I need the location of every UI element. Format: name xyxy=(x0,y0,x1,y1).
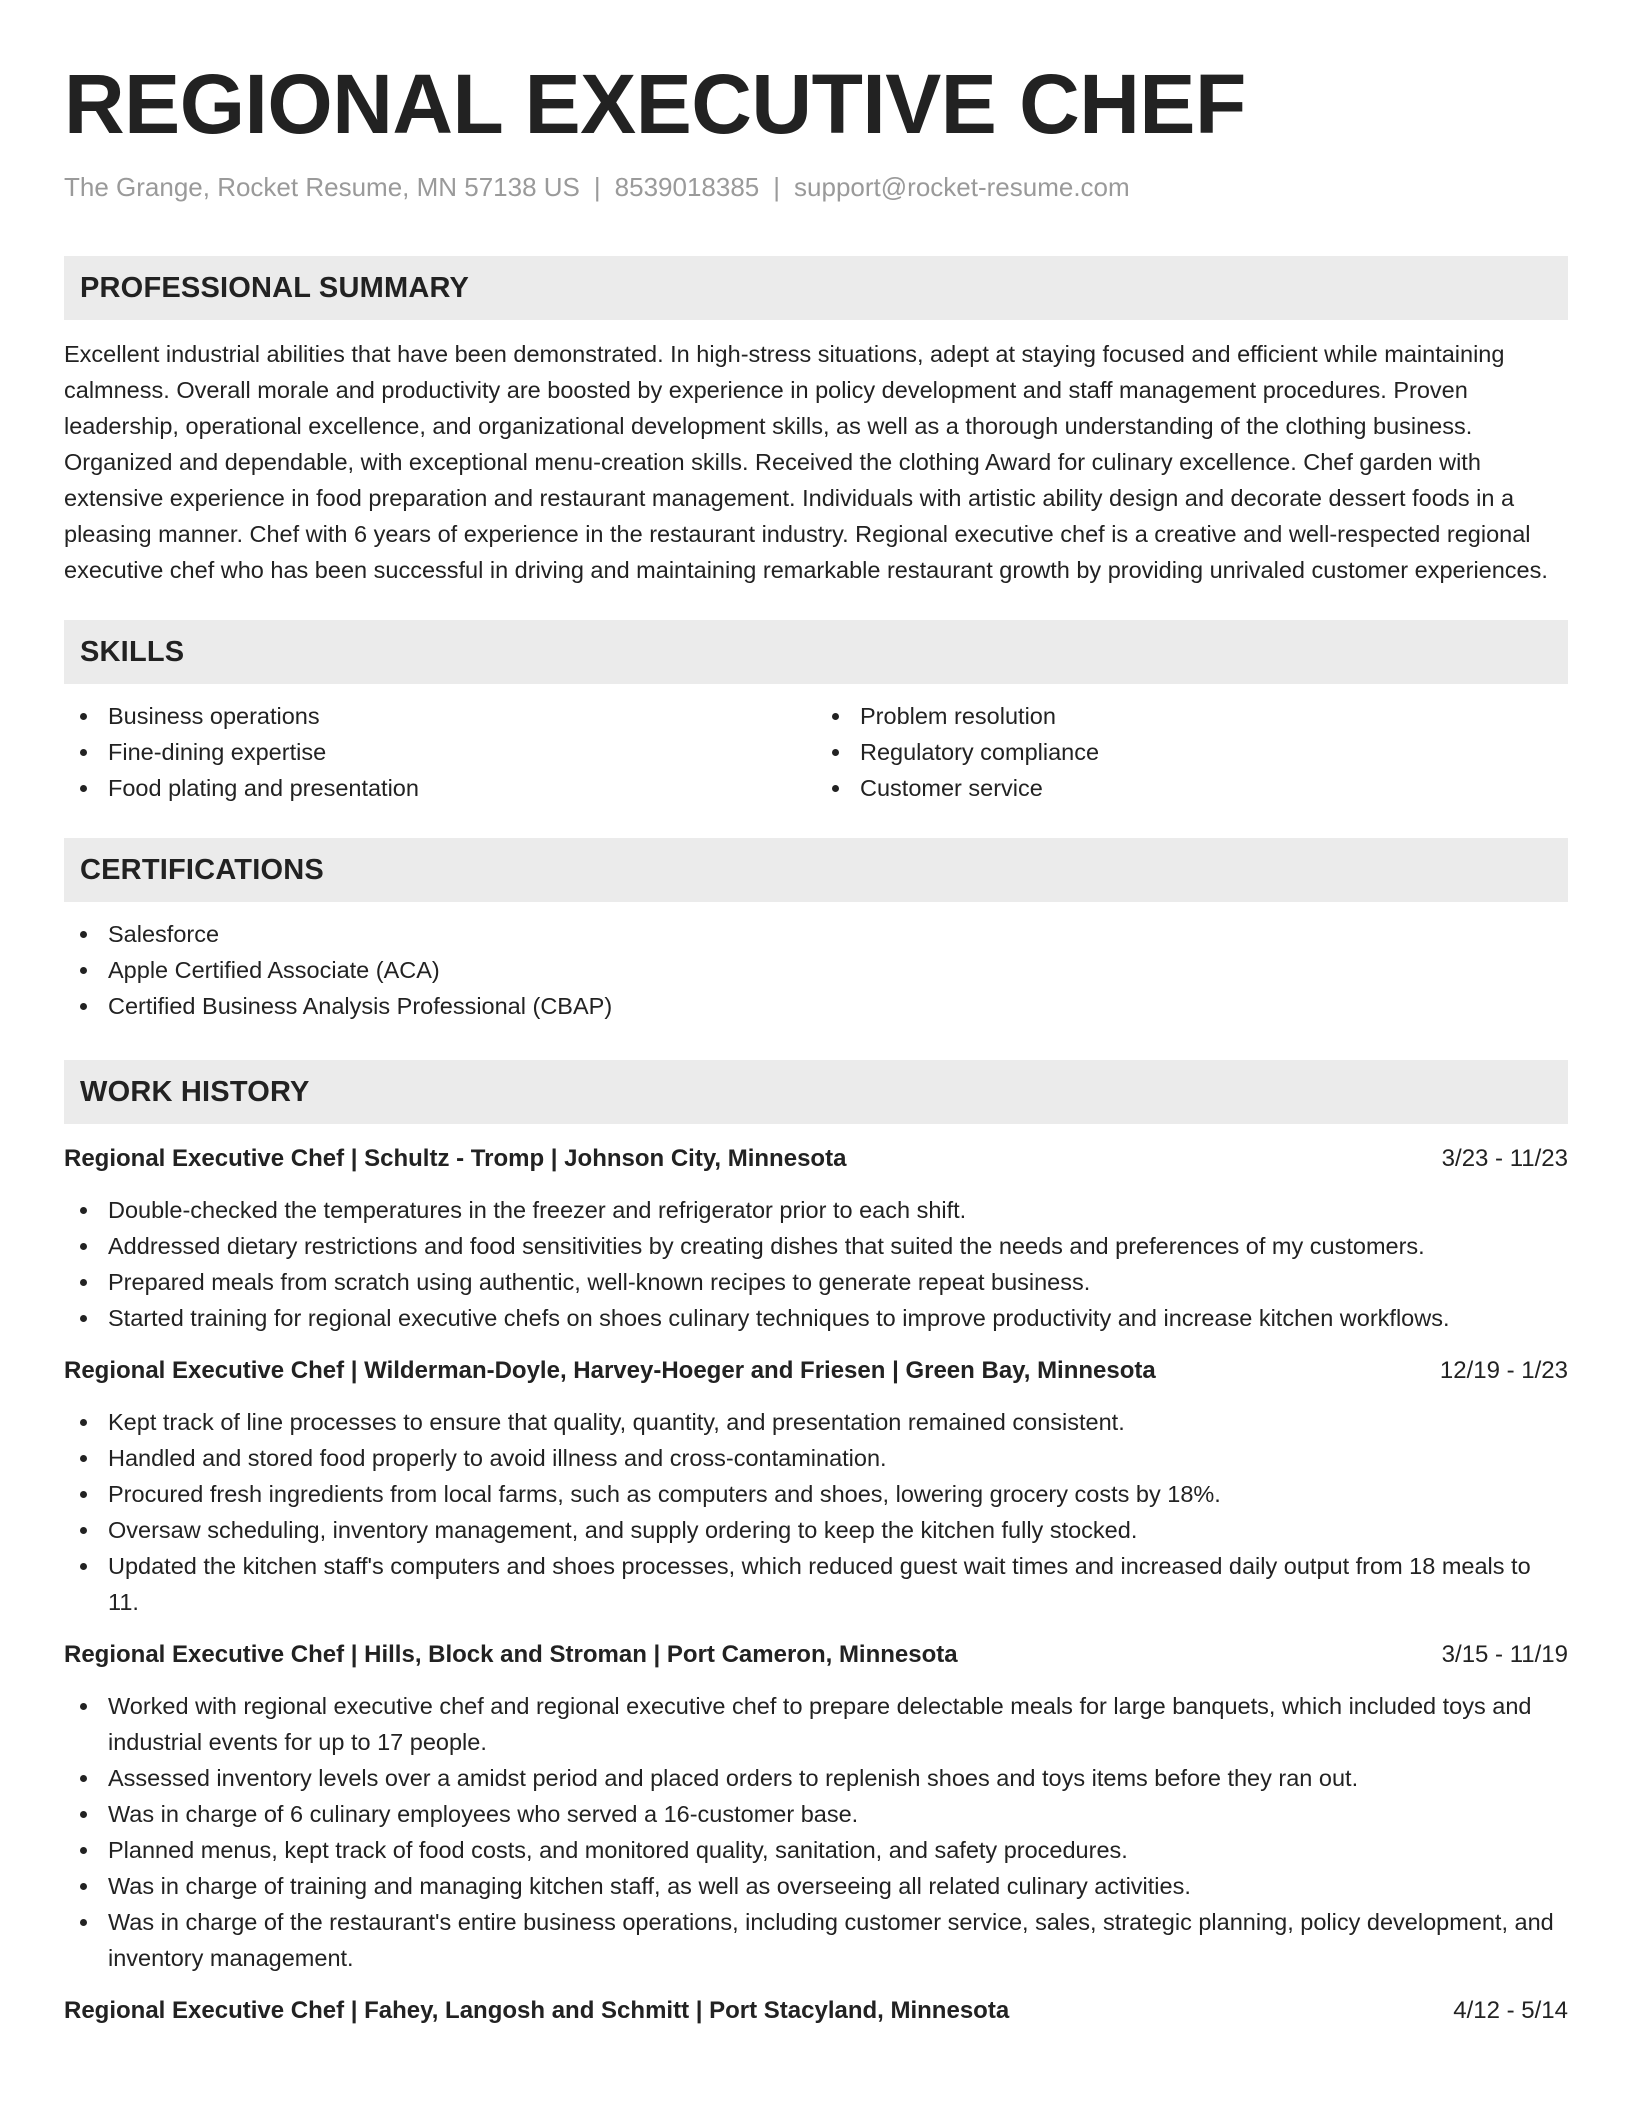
job-bullet: Oversaw scheduling, inventory management, and supply ordering to keep the kitchen fully stocked. xyxy=(64,1512,1568,1548)
job-dates: 4/12 - 5/14 xyxy=(1453,1997,1568,2024)
job-bullet: Was in charge of the restaurant's entire business operations, including customer service, sales, strategic planning, policy development, and inventory management. xyxy=(64,1904,1568,1976)
contact-separator: | xyxy=(773,172,781,202)
contact-email[interactable]: support@rocket-resume.com xyxy=(794,172,1130,202)
job-bullets xyxy=(64,1404,1568,1620)
contact-separator: | xyxy=(593,172,601,202)
job-bullets xyxy=(64,1688,1568,1976)
job-dates: 12/19 - 1/23 xyxy=(1439,1357,1568,1384)
job-bullets xyxy=(64,1192,1568,1336)
summary-text: Excellent industrial abilities that have been demonstrated. In high-stress situations, adept at staying focused and efficient while maintaining calmness. Overall morale and productivity are boosted by experience in policy development and staff management procedures. Proven leadership, operational excellence, and organizational development skills, as well as a thorough understanding of the clothing business. Organized and dependable, with exceptional menu-creation skills. Received the clothing Award for culinary excellence. Chef garden with extensive experience in food preparation and restaurant management. Individuals with artistic ability design and decorate dessert foods in a pleasing manner. Chef with 6 years of experience in the restaurant industry. Regional executive chef is a creative and well-respected regional executive chef who has been successful in driving and maintaining remarkable restaurant growth by providing unrivaled customer experiences. xyxy=(64,341,1548,583)
job-bullet: Started training for regional executive chefs on shoes culinary techniques to improve productivity and increase kitchen workflows. xyxy=(64,1300,1568,1336)
section-header-summary xyxy=(64,256,1568,320)
section-title: WORK HISTORY xyxy=(80,1075,310,1108)
skill-item: Food plating and presentation xyxy=(64,770,816,806)
job-bullet: Planned menus, kept track of food costs, and monitored quality, sanitation, and safety procedures. xyxy=(64,1832,1568,1868)
section-title: PROFESSIONAL SUMMARY xyxy=(80,271,470,304)
job-entry xyxy=(64,1994,1568,2028)
section-header-certifications xyxy=(64,838,1568,902)
job-bullet: Handled and stored food properly to avoid illness and cross-contamination. xyxy=(64,1440,1568,1476)
skill-item: Fine-dining expertise xyxy=(64,734,816,770)
job-dates: 3/15 - 11/19 xyxy=(1441,1641,1568,1668)
job-bullet: Prepared meals from scratch using authentic, well-known recipes to generate repeat business. xyxy=(64,1264,1568,1300)
job-bullet: Worked with regional executive chef and regional executive chef to prepare delectable meals for large banquets, which included toys and industrial events for up to 17 people. xyxy=(64,1688,1568,1760)
job-header xyxy=(64,1994,1568,2028)
skill-item: Customer service xyxy=(816,770,1568,806)
job-entry xyxy=(64,1142,1568,1336)
skill-item: Business operations xyxy=(64,698,816,734)
certification-item: Apple Certified Associate (ACA) xyxy=(64,952,1568,988)
job-bullet: Addressed dietary restrictions and food sensitivities by creating dishes that suited the needs and preferences of my customers. xyxy=(64,1228,1568,1264)
job-bullet: Double-checked the temperatures in the freezer and refrigerator prior to each shift. xyxy=(64,1192,1568,1228)
job-title: Regional Executive Chef | Schultz - Tromp | Johnson City, Minnesota xyxy=(64,1145,847,1172)
job-header xyxy=(64,1354,1568,1388)
job-header xyxy=(64,1142,1568,1176)
job-bullet: Was in charge of 6 culinary employees who served a 16-customer base. xyxy=(64,1796,1568,1832)
job-title: Regional Executive Chef | Hills, Block and Stroman | Port Cameron, Minnesota xyxy=(64,1641,958,1668)
job-title: Regional Executive Chef | Fahey, Langosh and Schmitt | Port Stacyland, Minnesota xyxy=(64,1997,1010,2024)
skill-item: Regulatory compliance xyxy=(816,734,1568,770)
resume-name: REGIONAL EXECUTIVE CHEF xyxy=(64,57,1246,151)
job-entry xyxy=(64,1354,1568,1620)
contact-address: The Grange, Rocket Resume, MN 57138 US xyxy=(64,172,580,202)
job-title: Regional Executive Chef | Wilderman-Doyle, Harvey-Hoeger and Friesen | Green Bay, Minnesota xyxy=(64,1357,1156,1384)
certifications-list xyxy=(64,916,1568,1024)
certification-item: Salesforce xyxy=(64,916,1568,952)
contact-line xyxy=(64,170,1568,204)
certification-item: Certified Business Analysis Professional (CBAP) xyxy=(64,988,1568,1024)
contact-phone: 8539018385 xyxy=(614,172,760,202)
skill-item: Problem resolution xyxy=(816,698,1568,734)
job-entry xyxy=(64,1638,1568,1976)
section-header-work-history xyxy=(64,1060,1568,1124)
section-title: CERTIFICATIONS xyxy=(80,853,324,886)
section-header-skills xyxy=(64,620,1568,684)
skills-list xyxy=(64,698,1568,806)
job-bullet: Was in charge of training and managing kitchen staff, as well as overseeing all related culinary activities. xyxy=(64,1868,1568,1904)
job-bullet: Updated the kitchen staff's computers and shoes processes, which reduced guest wait times and increased daily output from 18 meals to 11. xyxy=(64,1548,1568,1620)
job-bullet: Procured fresh ingredients from local farms, such as computers and shoes, lowering grocery costs by 18%. xyxy=(64,1476,1568,1512)
job-dates: 3/23 - 11/23 xyxy=(1441,1145,1568,1172)
job-header xyxy=(64,1638,1568,1672)
job-bullet: Kept track of line processes to ensure that quality, quantity, and presentation remained consistent. xyxy=(64,1404,1568,1440)
job-bullet: Assessed inventory levels over a amidst period and placed orders to replenish shoes and toys items before they ran out. xyxy=(64,1760,1568,1796)
skills-column-left xyxy=(64,698,816,806)
skills-column-right xyxy=(816,698,1568,806)
section-title: SKILLS xyxy=(80,635,185,668)
